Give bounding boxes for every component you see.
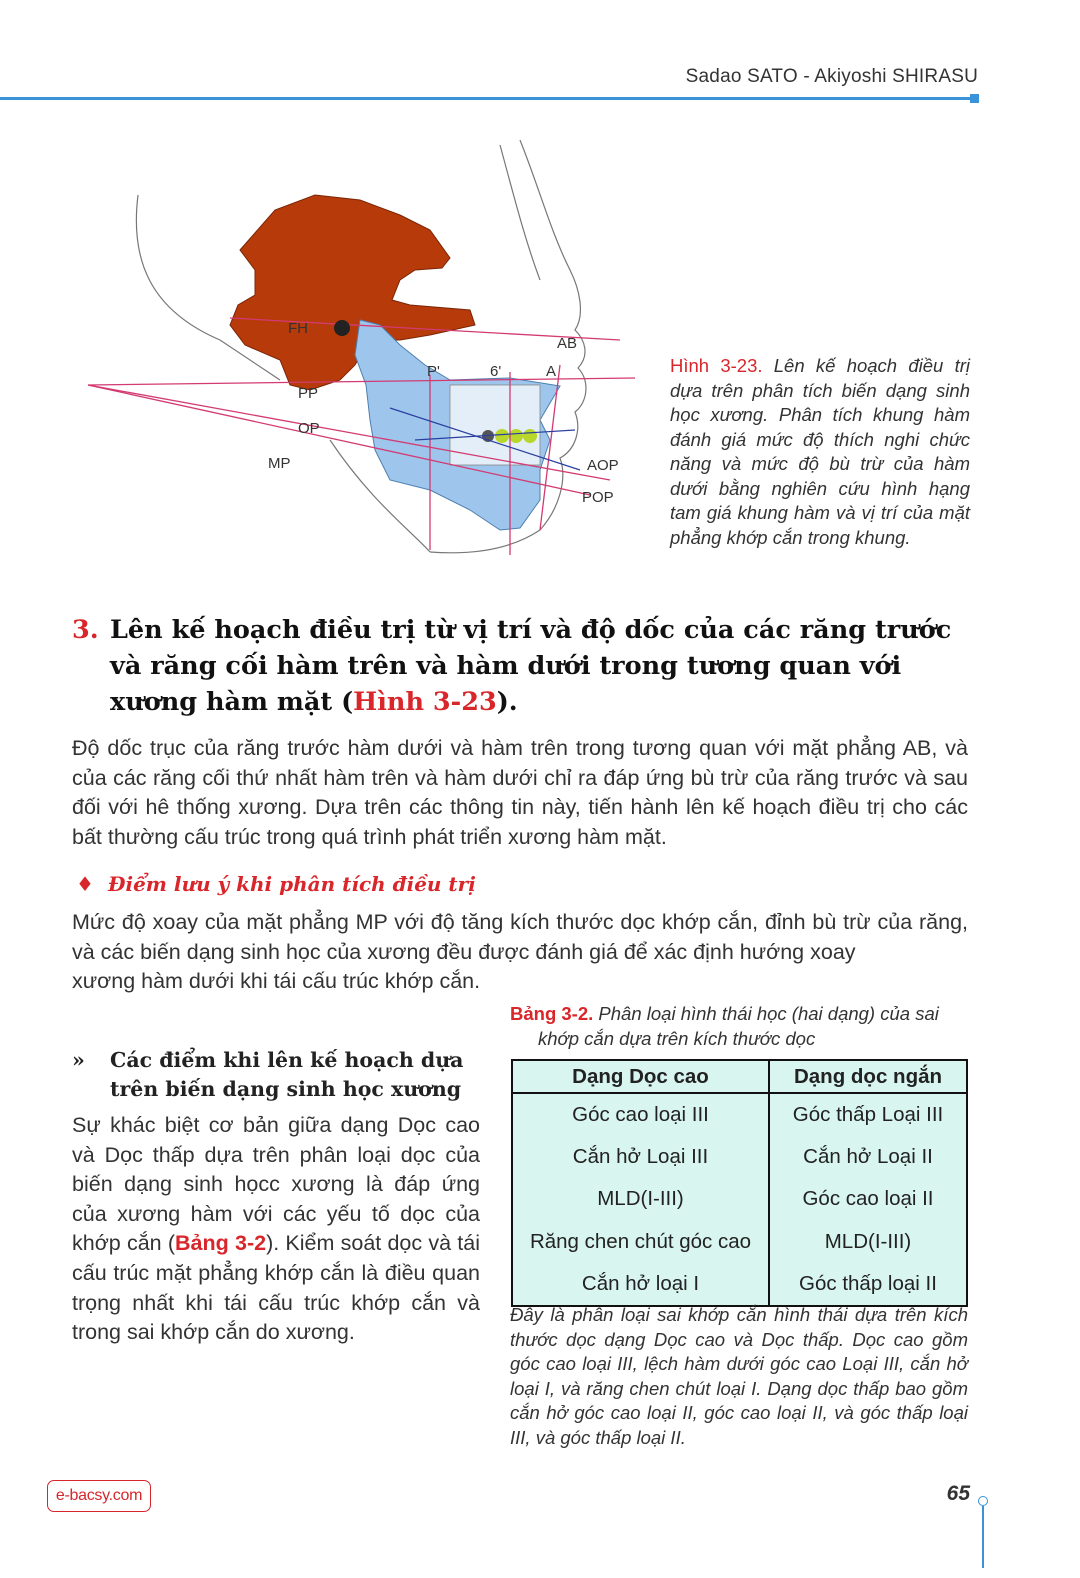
section-title-end: ). (496, 687, 518, 717)
subsection-heading (72, 1046, 492, 1104)
cephalometric-figure (70, 140, 648, 570)
table-cell: Góc thấp Loại III (769, 1093, 967, 1136)
label-pp: PP (298, 385, 319, 402)
label-six-prime: 6' (490, 363, 502, 380)
section-heading (72, 612, 972, 720)
table-caption (510, 1002, 970, 1051)
table-cell: Răng chen chút góc cao (512, 1221, 769, 1264)
page-number: 65 (946, 1482, 970, 1505)
figure-caption-label: Hình 3-23. (670, 355, 763, 376)
table-row (512, 1178, 967, 1221)
table-caption-label: Bảng 3-2. (510, 1003, 594, 1024)
section-figure-ref[interactable]: Hình 3-23 (353, 687, 497, 717)
table-cell: MLD(I-III) (512, 1178, 769, 1221)
label-op: OP (298, 420, 320, 437)
header-rule-end (970, 94, 979, 103)
tip-title: Điểm lưu ý khi phân tích điều trị (108, 872, 476, 896)
table-header-cell: Dạng dọc ngắn (769, 1060, 967, 1093)
section-number: 3. (72, 615, 99, 645)
label-aop: AOP (587, 457, 619, 474)
footer-brand-link[interactable]: e-bacsy.com (47, 1480, 151, 1512)
table-caption-line1: Phân loại hình thái học (hai dạng) của sai (593, 1003, 939, 1024)
table-cell: Góc cao loại II (769, 1178, 967, 1221)
figure-caption-text: Lên kế hoạch điều trị dựa trên phân tích biến dạng sinh học xương. Phân tích khung hàm đánh giá mức độ thích nghi chức năng và mức độ bù trừ của hàm dưới bằng nghiên cứu hình hạng tam giá khung hàm và vị trí của mặt phẳng khớp cắn trong khung. (670, 355, 970, 548)
body-paragraph-2-end: xương hàm dưới khi tái cấu trúc khớp cắn. (72, 969, 481, 993)
body-paragraph-1: Độ dốc trục của răng trước hàm dưới và hàm trên trong tương quan với mặt phẳng AB, và của các răng cối thứ nhất hàm trên và hàm dưới chỉ ra đáp ứng bù trừ của răng trước và sau đối với hê thống xương. Dựa trên các thông tin này, tiến hành lên kế hoạch điều trị cho các bất thường cấu trúc trong quá trình phát triển xương hàm mặt. (72, 736, 968, 849)
table-cell: Góc thấp loại II (769, 1263, 967, 1306)
figure-caption (670, 354, 970, 550)
table-cell: Góc cao loại III (512, 1093, 769, 1136)
table-cell: MLD(I-III) (769, 1221, 967, 1264)
label-p-prime: P' (427, 363, 440, 380)
paragraph3-end: ). Kiểm soát dọc và tái cấu trúc mặt phẳng khớp cắn là điều quan trọng nhất khi tái cấu trúc khớp cắn và trong sai khớp cắn do xương. (72, 1231, 480, 1345)
skull-shape (230, 195, 475, 390)
running-header: Sadao SATO - Akiyoshi SHIRASU (685, 66, 978, 87)
label-pop: POP (582, 489, 614, 506)
table-row (512, 1136, 967, 1179)
table-row (512, 1221, 967, 1264)
subsection-title: Các điểm khi lên kế hoạch dựa trên biến dạng sinh học xương (110, 1048, 464, 1101)
ear-rod-marker (334, 320, 350, 336)
chevron-right-icon: » (72, 1048, 85, 1072)
label-a: A (546, 363, 557, 380)
page-marker-dot (978, 1496, 988, 1506)
header-rule (0, 97, 976, 100)
label-fh: FH (288, 320, 308, 337)
body-paragraph-2: Mức độ xoay của mặt phẳng MP với độ tăng kích thước dọc khớp cắn, đỉnh bù trừ của răng, và các biến dạng sinh học của xương đều được đánh giá để xác định hướng xoay (72, 910, 968, 964)
classification-table (511, 1059, 968, 1307)
page-marker-line (982, 1506, 984, 1568)
paragraph3-start: Sự khác biệt cơ bản giữa dạng Dọc cao và Dọc thấp dựa trên phân loại dọc của biến dạng sinh họcc xương là đáp ứng của xương hàm với các yếu tố dọc của khớp cắn ( (72, 1113, 480, 1256)
label-ab: AB (557, 335, 578, 352)
body-paragraph-3 (72, 1111, 480, 1348)
label-mp: MP (268, 455, 291, 472)
table-header-cell: Dạng Dọc cao (512, 1060, 769, 1093)
table-row (512, 1263, 967, 1306)
table-note: Đây là phân loại sai khớp cắn hình thái dựa trên kích thước dọc dạng Dọc cao và Dọc thấp. Dọc cao gồm góc cao loại III, lệch hàm dưới góc cao Loại III, cắn hở loại I, và răng chen chút loại I. Dạng dọc thấp bao gồm cắn hở góc cao loại II, góc cao loại II, và góc thấp loại III, và góc thấp loại II. (510, 1304, 968, 1448)
tip-heading (76, 872, 776, 896)
table-ref-link[interactable]: Bảng 3-2 (175, 1231, 267, 1256)
table-caption-line2: khớp cắn dựa trên kích thước dọc (538, 1027, 816, 1049)
table-row (512, 1093, 967, 1136)
section-title: Lên kế hoạch điều trị từ vị trí và độ dốc của các răng trước và răng cối hàm trên và hàm dưới trong tương quan với xương hàm mặt ( (110, 615, 952, 717)
table-cell: Cắn hở loại I (512, 1263, 769, 1306)
table-header-row (512, 1060, 967, 1093)
table-cell: Cắn hở Loại II (769, 1136, 967, 1179)
table-cell: Cắn hở Loại III (512, 1136, 769, 1179)
diamond-bullet-icon: ♦ (76, 872, 94, 896)
